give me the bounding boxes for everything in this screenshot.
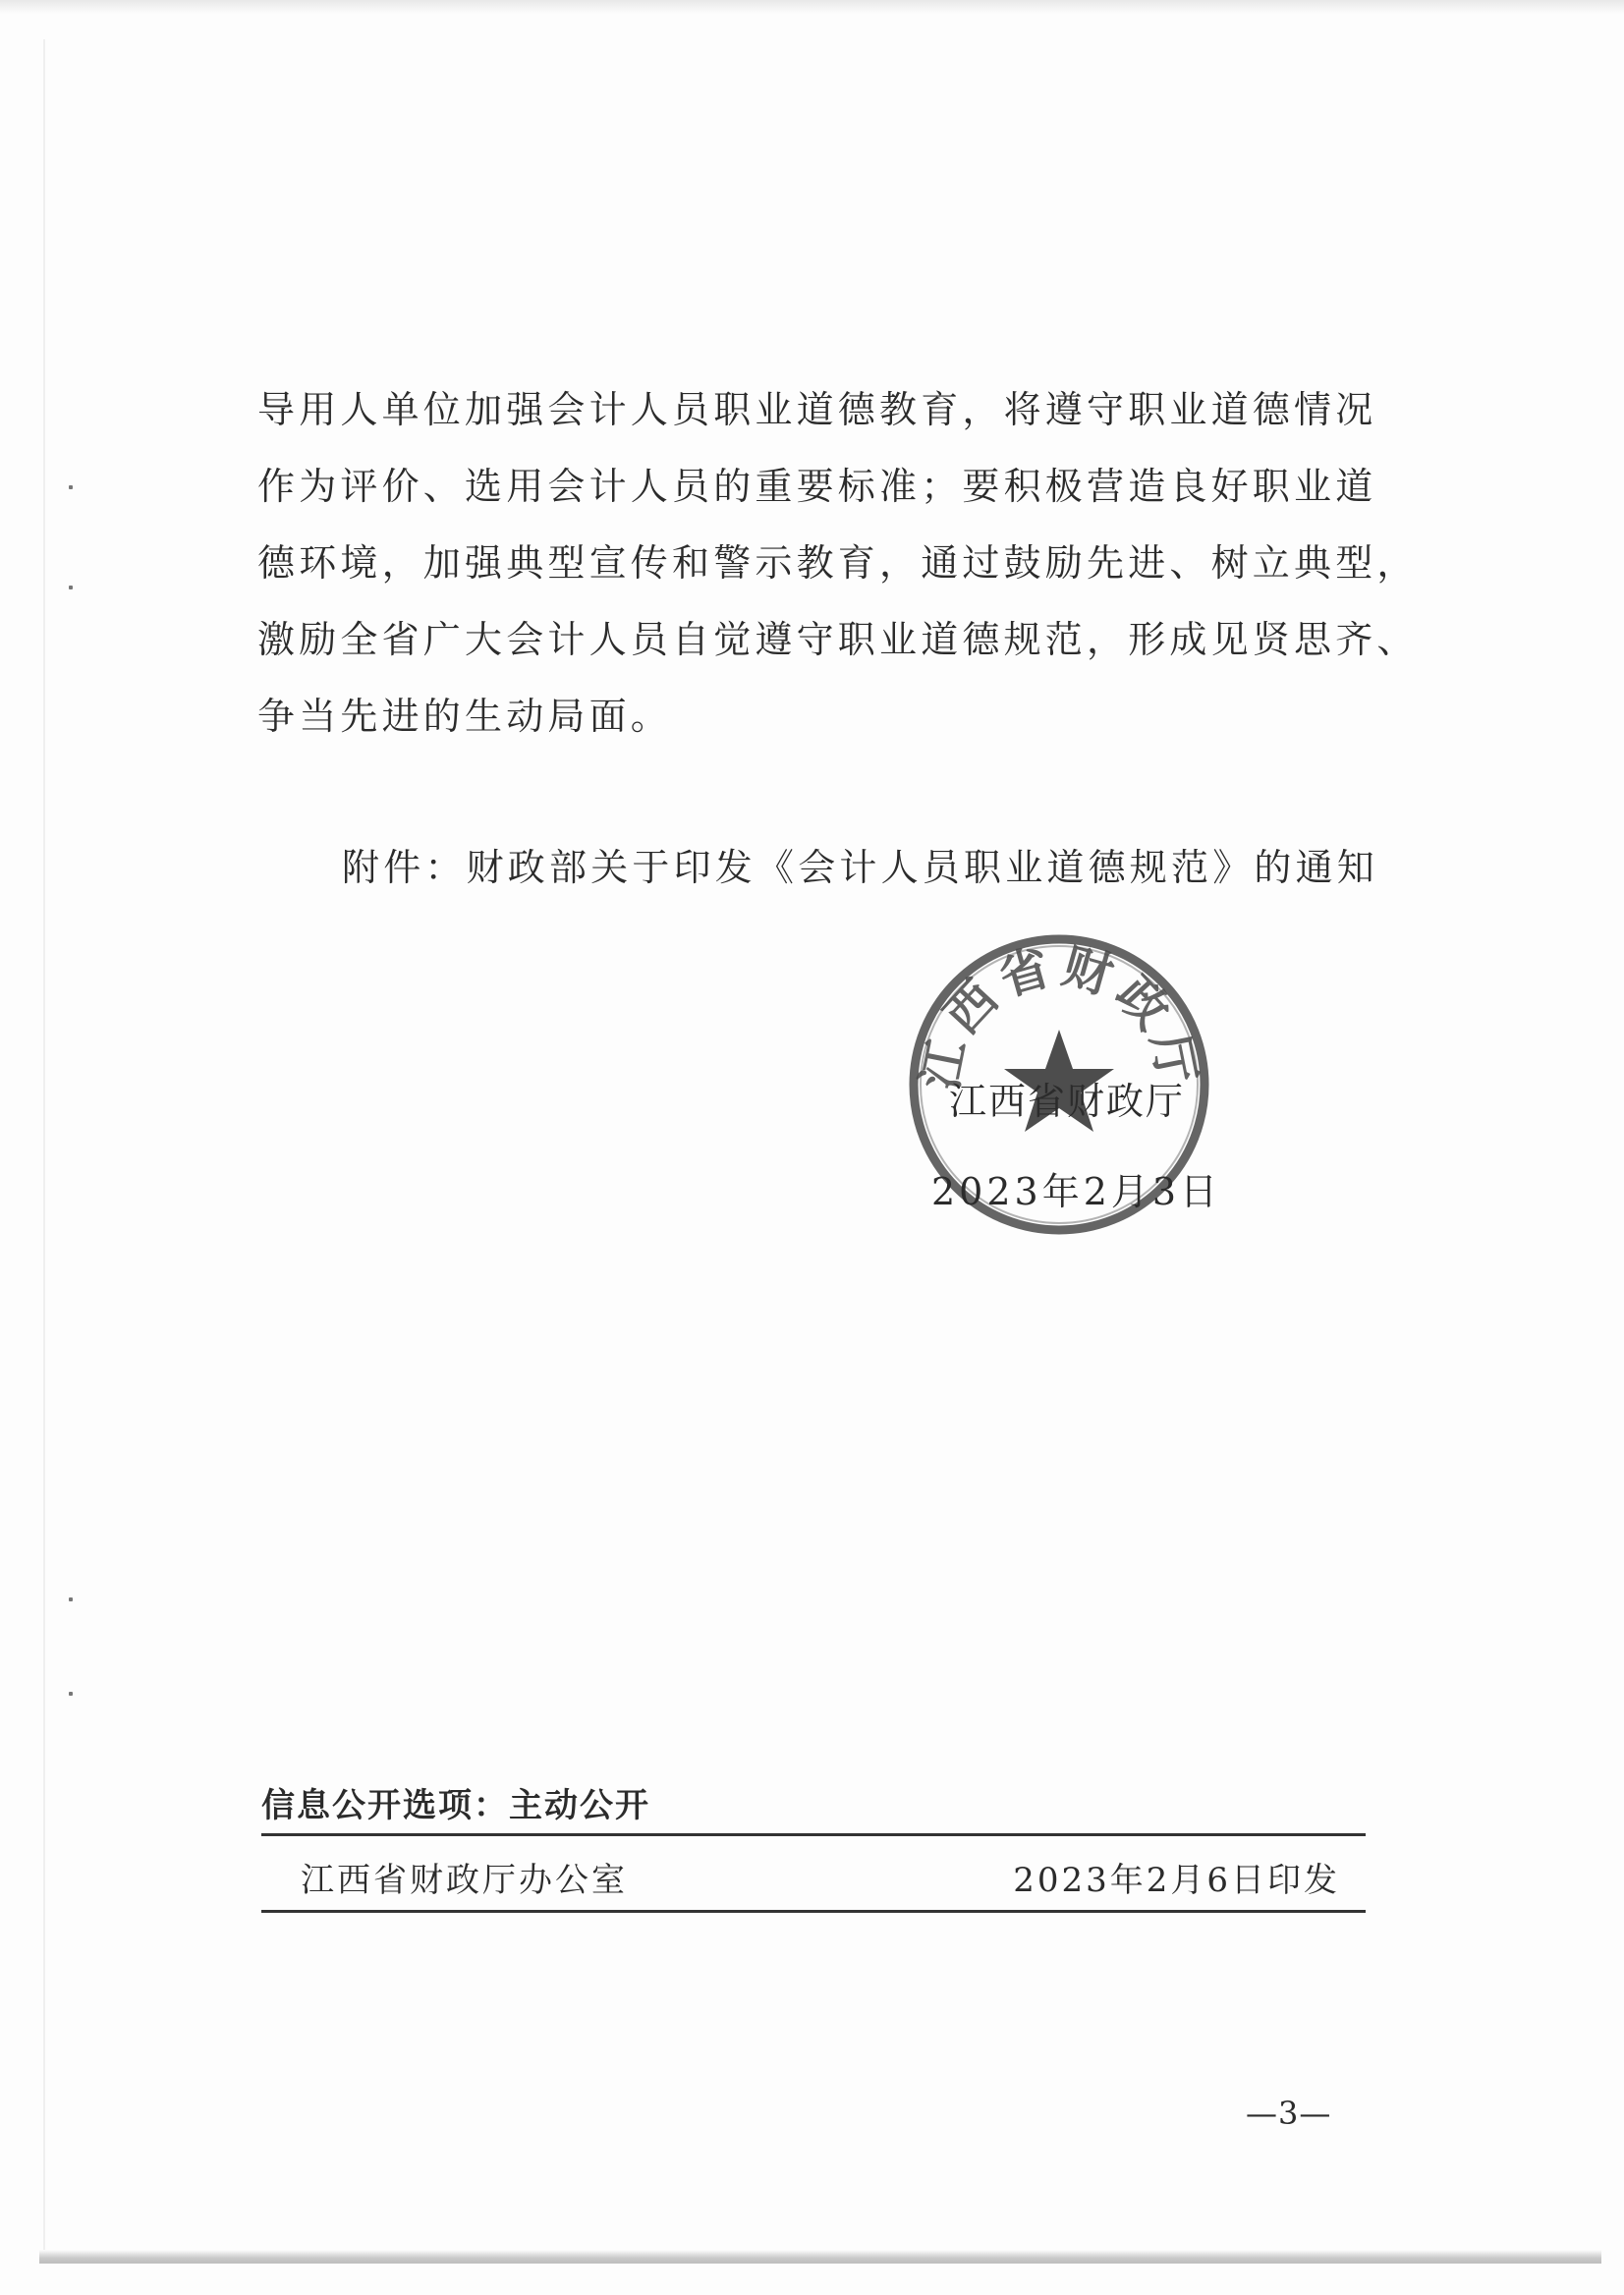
scan-edge-bottom (39, 2250, 1601, 2264)
signature-issuer: 江西省财政厅 (949, 1080, 1186, 1123)
disclosure-option: 信息公开选项：主动公开 (261, 1786, 650, 1825)
footer-top-rule (261, 1833, 1366, 1836)
body-paragraph (257, 371, 1419, 755)
scan-speck (69, 586, 73, 589)
scan-speck (69, 1692, 73, 1696)
body-line: 争当先进的生动局面。 (257, 695, 673, 738)
attachment-note: 附件：财政部关于印发《会计人员职业道德规范》的通知 (342, 846, 1379, 889)
page-number: —3— (1246, 2095, 1332, 2132)
signature-date: 2023年2月3日 (931, 1170, 1222, 1213)
body-line: 作为评价、选用会计人员的重要标准；要积极营造良好职业道 (257, 465, 1377, 508)
scan-speck (69, 485, 73, 489)
body-line: 导用人单位加强会计人员职业道德教育，将遵守职业道德情况 (257, 388, 1377, 431)
body-line: 德环境，加强典型宣传和警示教育，通过鼓励先进、树立典型， (257, 541, 1419, 585)
footer-bottom-rule (261, 1910, 1366, 1913)
scan-edge-top (0, 0, 1624, 14)
body-line: 激励全省广大会计人员自觉遵守职业道德规范，形成见贤思齐、 (257, 618, 1419, 661)
scan-edge-left (43, 39, 45, 2250)
scan-speck (69, 1597, 73, 1601)
footer-issuer-office: 江西省财政厅办公室 (301, 1861, 628, 1900)
svg-text:江西省财政厅: 江西省财政厅 (910, 935, 1208, 1094)
footer-print-date: 2023年2月6日印发 (1013, 1861, 1340, 1900)
